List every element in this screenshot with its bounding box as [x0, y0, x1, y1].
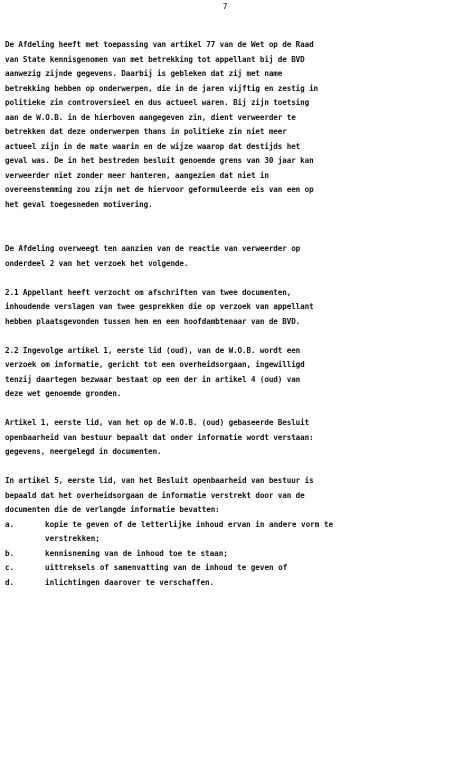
page-number: 7: [222, 2, 228, 11]
paragraph-1: De Afdeling heeft met toepassing van artikel 77 van de Wet op de Raad van State kennisgenomen van met betrekking tot appellant bij de BVD aanwezig zijnde gegevens. Daarbij is gebleken dat zij met name betrekking hebben op onderwerpen, die in de jaren vijftig en zestig in politieke zin controversieel en dus actueel waren. Bij zijn toetsing aan de W.O.B. in de hierboven aangegeven zin, dient verweerder te betrekken dat deze onderwerpen thans in politieke zin niet meer actueel zijn in de mate waarin en de wijze waarop dat destijds het geval was. De in het bestreden besluit genoemde grens van 30 jaar kan verweerder niet zonder meer hanteren, aangezien dat niet in overeenstemming zou zijn met de hiervoor geformuleerde eis van een op het geval toegesneden motivering.: [5, 40, 319, 209]
list-marker: b.: [5, 548, 15, 558]
options-list: [5, 518, 445, 591]
list-text: uittreksels of samenvatting van de inhoud te geven of: [45, 563, 288, 572]
list-text: kopie te geven of de letterlijke inhoud ervan in andere vorm te verstrekken;: [45, 519, 334, 543]
list-marker: c.: [5, 563, 15, 572]
paragraph-article-1: Artikel 1, eerste lid, van het op de W.O.B. (oud) gebaseerde Besluit openbaarheid van bestuur bepaalt dat onder informatie wordt verstaan: gegevens, neergelegd in documenten.: [5, 418, 314, 456]
list-text: inlichtingen daarover te verschaffen.: [45, 577, 215, 587]
list-marker: a.: [5, 519, 15, 529]
list-item: [5, 547, 445, 562]
document-body: [5, 38, 445, 590]
paragraph-2-1: 2.1 Appellant heeft verzocht om afschriften van twee documenten, inhoudende verslagen van twee gesprekken die op verzoek van appellant hebben plaatsgevonden tussen hem en een hoofdambtenaar van de BVD.: [5, 287, 314, 326]
list-item: [5, 561, 445, 576]
list-item: [5, 518, 445, 547]
paragraph-2: De Afdeling overweegt ten aanzien van de reactie van verweerder op onderdeel 2 van het verzoek het volgende.: [5, 244, 301, 268]
paragraph-article-5: In artikel 5, eerste lid, van het Besluit openbaarheid van bestuur is bepaald dat het overheidsorgaan de informatie verstrekt door van de documenten die de verlangde informatie bevatten:: [5, 476, 314, 514]
paragraph-2-2: 2.2 Ingevolge artikel 1, eerste lid (oud), van de W.O.B. wordt een verzoek om informatie, gericht tot een overheidsorgaan, ingewilligd tenzij daartegen bezwaar bestaat op een der in artikel 4 (oud) van deze wet genoemde gronden.: [5, 345, 305, 398]
list-marker: d.: [5, 577, 15, 587]
list-item: [5, 576, 445, 591]
list-text: kennisneming van de inhoud toe te staan;: [45, 548, 228, 558]
